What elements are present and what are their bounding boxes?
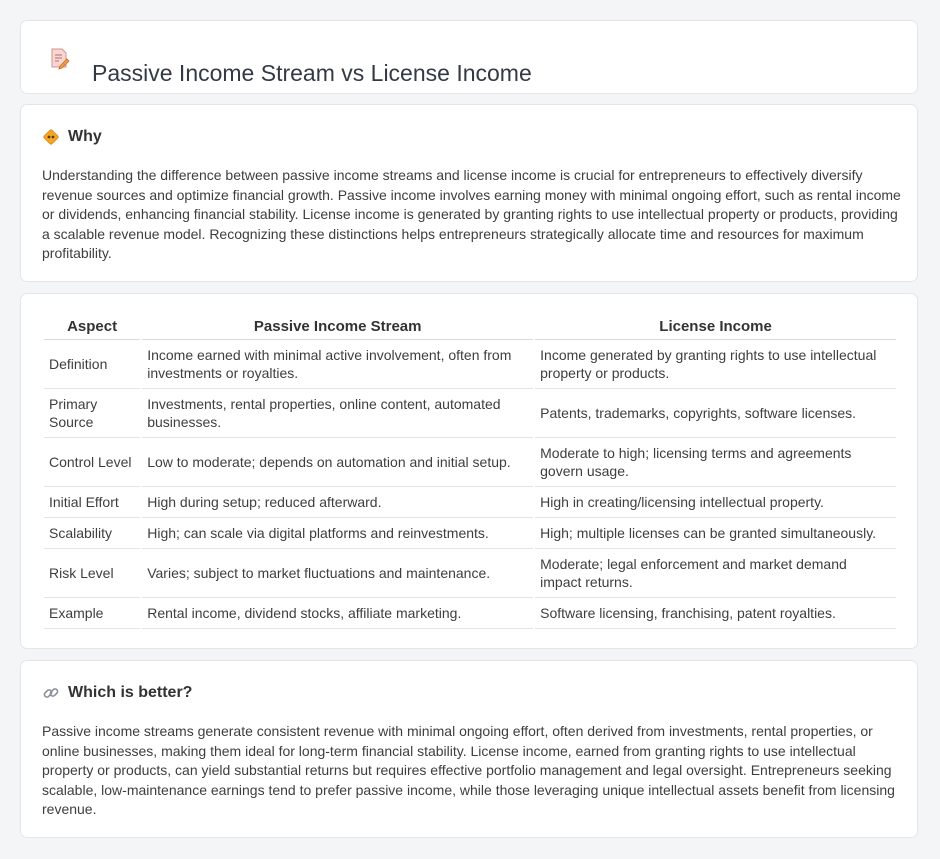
comparison-table: [42, 313, 898, 629]
why-heading-text: Why: [68, 128, 102, 145]
table-row: [44, 487, 896, 518]
row-license: Income generated by granting rights to use intellectual property or products.: [535, 340, 896, 389]
column-header-passive: Passive Income Stream: [142, 313, 533, 340]
row-passive: Investments, rental properties, online content, automated businesses.: [142, 389, 533, 438]
page-title: Passive Income Stream vs License Income: [92, 60, 532, 87]
row-aspect: Control Level: [44, 438, 140, 487]
row-passive: Low to moderate; depends on automation and initial setup.: [142, 438, 533, 487]
link-icon: [42, 684, 60, 702]
table-row: [44, 518, 896, 549]
comparison-card: [20, 293, 918, 649]
row-passive: High during setup; reduced afterward.: [142, 487, 533, 518]
row-license: Moderate; legal enforcement and market demand impact returns.: [535, 549, 896, 598]
why-heading: [42, 125, 102, 149]
diamond-sign-icon: [42, 128, 60, 146]
table-row: [44, 340, 896, 389]
row-license: High in creating/licensing intellectual property.: [535, 487, 896, 518]
table-row: [44, 438, 896, 487]
row-license: Moderate to high; licensing terms and agreements govern usage.: [535, 438, 896, 487]
title-card: [20, 20, 918, 94]
row-aspect: Example: [44, 598, 140, 629]
row-license: Software licensing, franchising, patent royalties.: [535, 598, 896, 629]
row-passive: Varies; subject to market fluctuations and maintenance.: [142, 549, 533, 598]
why-section: [20, 104, 918, 282]
row-passive: Rental income, dividend stocks, affiliate marketing.: [142, 598, 533, 629]
row-passive: High; can scale via digital platforms and reinvestments.: [142, 518, 533, 549]
better-heading-text: Which is better?: [68, 684, 193, 701]
row-passive: Income earned with minimal active involvement, often from investments or royalties.: [142, 340, 533, 389]
row-aspect: Scalability: [44, 518, 140, 549]
column-header-license: License Income: [535, 313, 896, 340]
row-aspect: Primary Source: [44, 389, 140, 438]
better-heading: [42, 681, 192, 705]
column-header-aspect: Aspect: [44, 313, 140, 340]
why-body: Understanding the difference between passive income streams and license income is crucial for entrepreneurs to effectively diversify revenue sources and optimize financial growth. Passive income involves earning money with minimal ongoing effort, such as rental income or dividends, enhancing financial stability. License income is generated by granting rights to use intellectual property or products, providing a scalable revenue model. Recognizing these distinctions helps entrepreneurs strategically allocate time and resources for maximum profitability.: [42, 167, 901, 262]
row-license: Patents, trademarks, copyrights, software licenses.: [535, 389, 896, 438]
table-row: [44, 598, 896, 629]
table-row: [44, 389, 896, 438]
better-body: Passive income streams generate consistent revenue with minimal ongoing effort, often derived from investments, rental properties, or online businesses, making them ideal for long-term financial stability. License income, earned from granting rights to use intellectual property or products, can yield substantial returns but requires effective portfolio management and legal oversight. Entrepreneurs seeking scalable, low-maintenance earnings tend to prefer passive income, while those leveraging unique intellectual assets benefit from licensing revenue.: [42, 723, 895, 818]
table-row: [44, 549, 896, 598]
row-aspect: Definition: [44, 340, 140, 389]
which-better-section: [20, 660, 918, 838]
row-aspect: Initial Effort: [44, 487, 140, 518]
memo-pencil-icon: [47, 46, 71, 70]
row-license: High; multiple licenses can be granted simultaneously.: [535, 518, 896, 549]
row-aspect: Risk Level: [44, 549, 140, 598]
